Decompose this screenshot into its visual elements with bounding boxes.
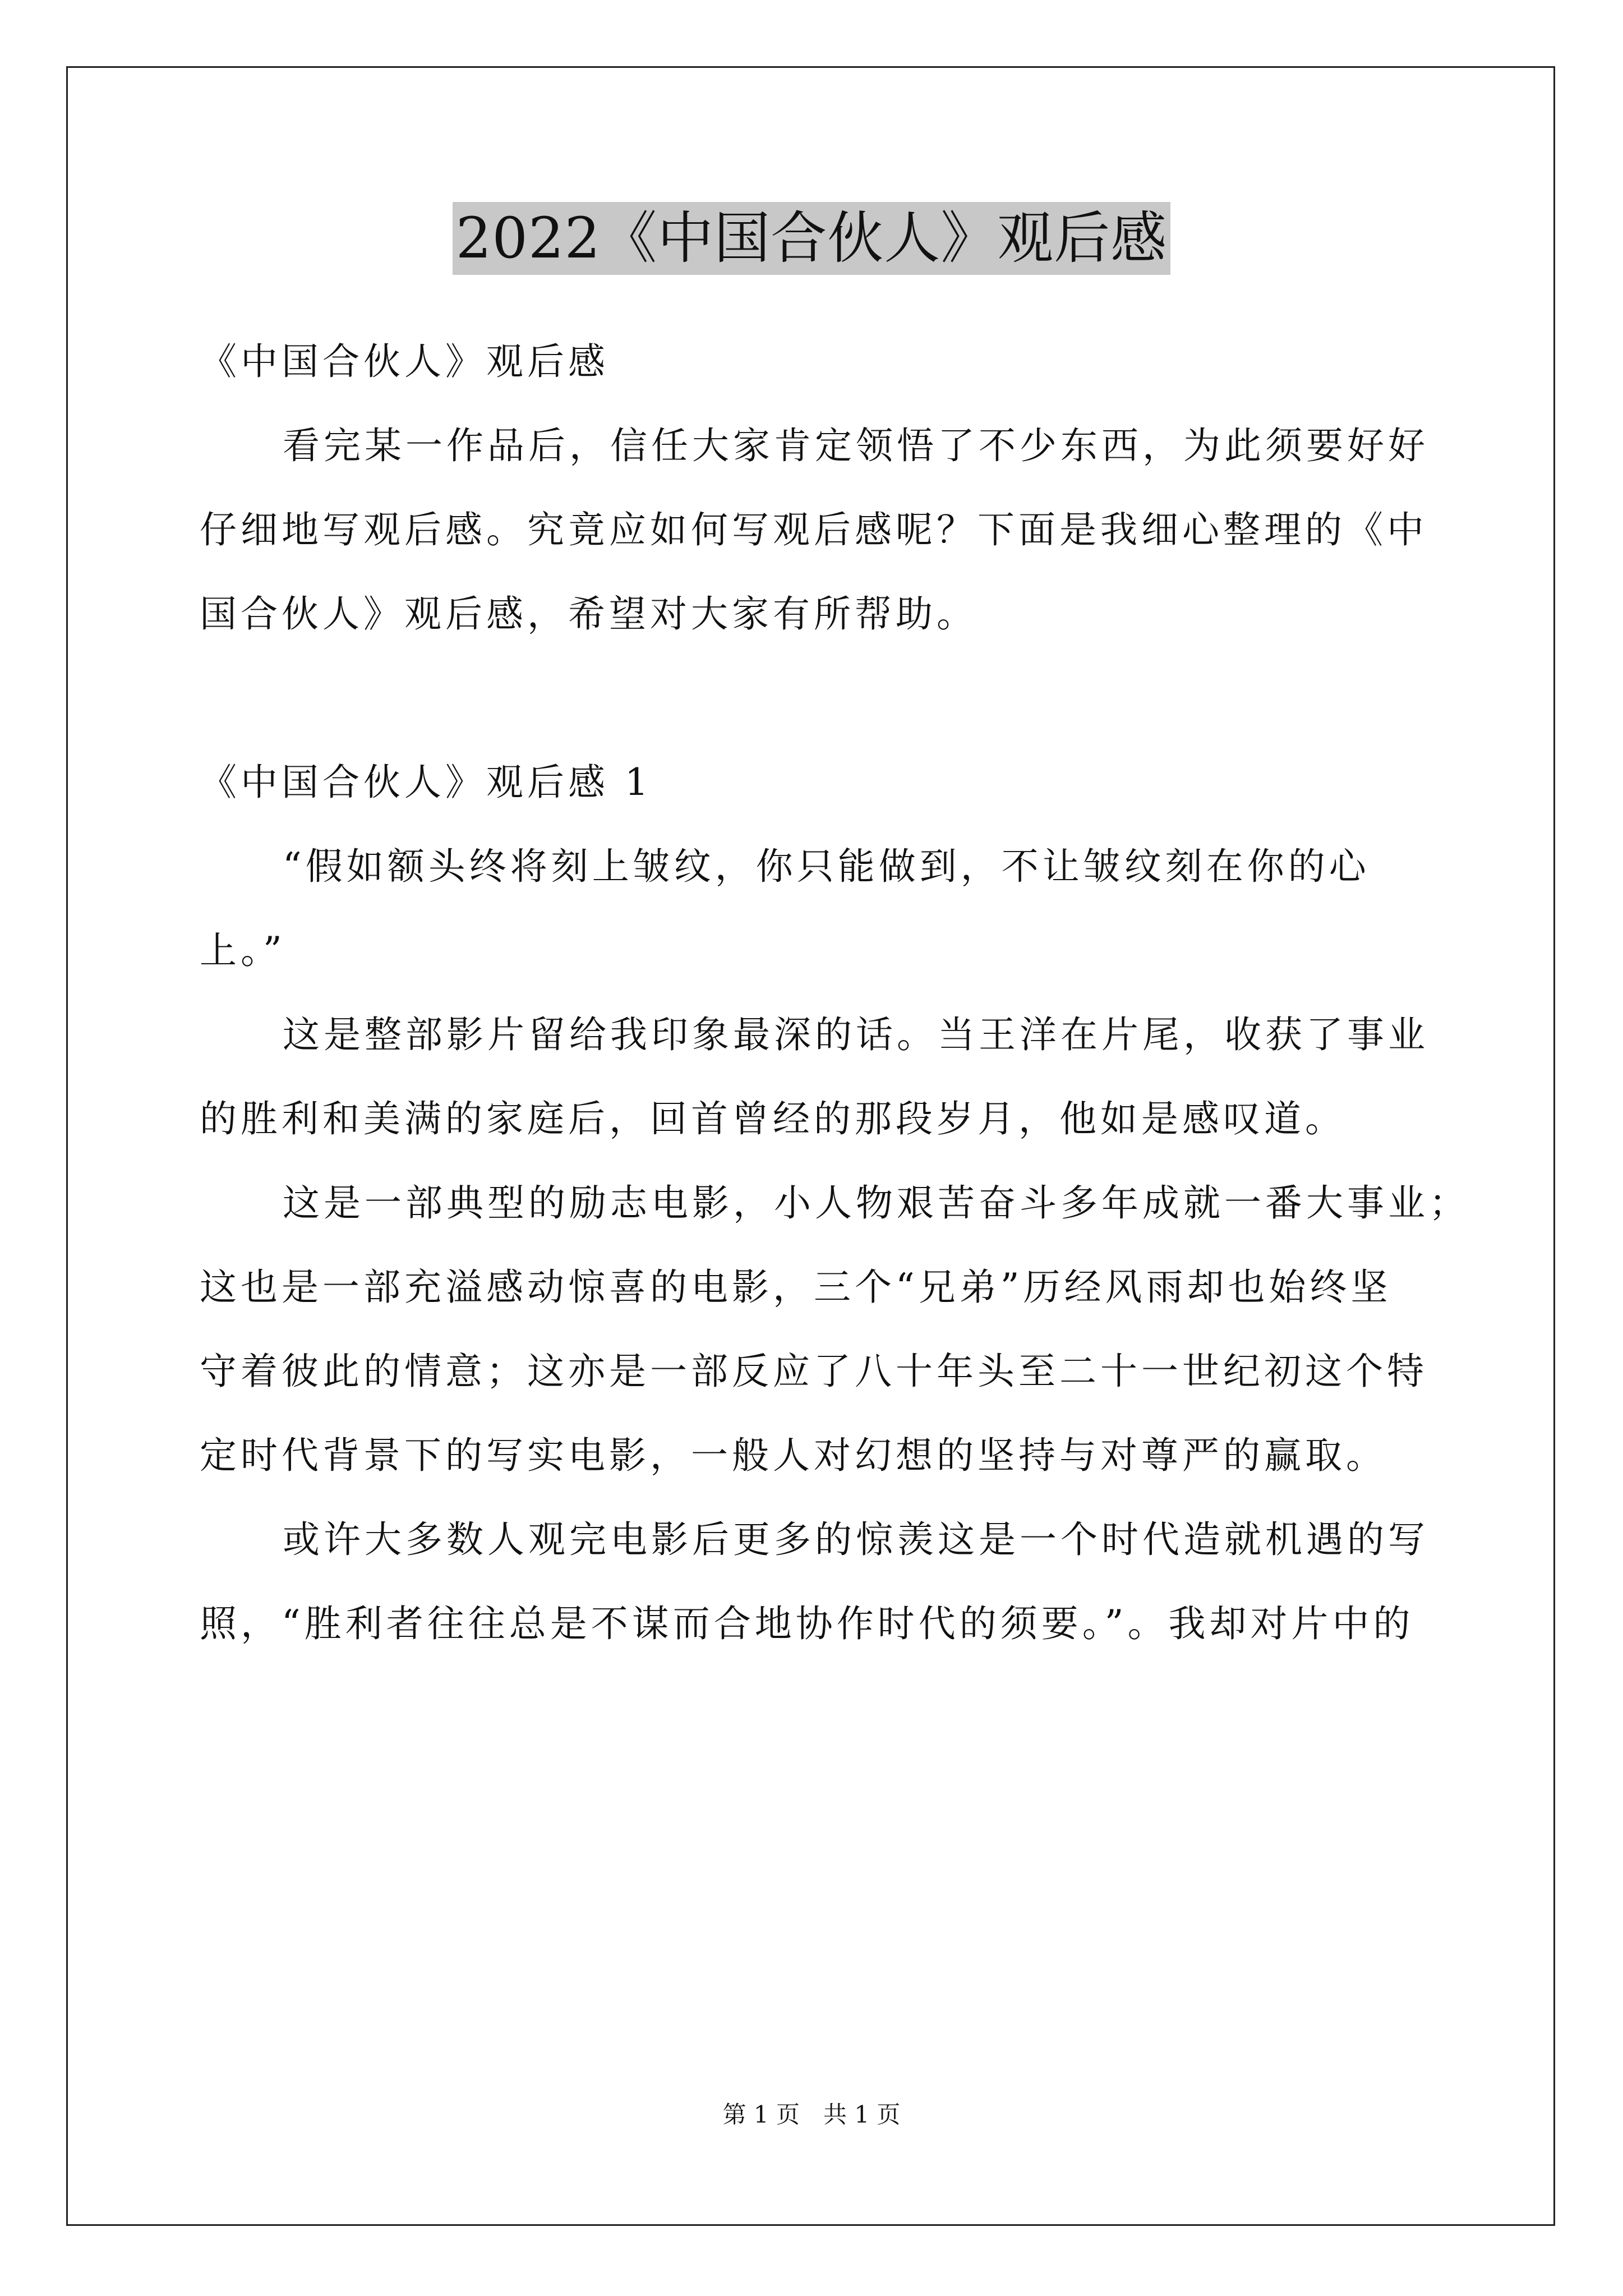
- intro-line: 看完某一作品后，信任大家肯定领悟了不少东西，为此须要好好: [283, 424, 1429, 467]
- paragraph-line: 的胜利和美满的家庭后，回首曾经的那段岁月，他如是感叹道。: [200, 1097, 1346, 1140]
- page-number: 第 1 页 共 1 页: [722, 2101, 901, 2128]
- intro-line: 国合伙人》观后感，希望对大家有所帮助。: [200, 592, 978, 636]
- paragraph-line: 照，“胜利者往往总是不谋而合地协作时代的须要。”。我却对片中的: [200, 1602, 1414, 1645]
- quote-line: “假如额头终将刻上皱纹，你只能做到，不让皱纹刻在你的心: [283, 845, 1370, 888]
- intro-line: 仔细地写观后感。究竟应如何写观后感呢？下面是我细心整理的《中: [200, 508, 1428, 551]
- subtitle: 《中国合伙人》观后感: [200, 340, 609, 383]
- document-title: 2022《中国合伙人》观后感: [453, 202, 1171, 275]
- paragraph-line: 定时代背景下的写实电影，一般人对幻想的坚持与对尊严的赢取。: [200, 1434, 1387, 1477]
- quote-line: 上。”: [200, 929, 286, 972]
- title-container: [0, 202, 1623, 275]
- paragraph-line: 这是一部典型的励志电影，小人物艰苦奋斗多年成就一番大事业；: [283, 1181, 1470, 1225]
- section-heading: 《中国合伙人》观后感 1: [200, 761, 652, 804]
- blank-line: [200, 656, 1433, 740]
- document-body: [200, 320, 1470, 1666]
- paragraph-line: 这也是一部充溢感动惊喜的电影，三个“兄弟”历经风雨却也始终坚: [200, 1266, 1392, 1309]
- paragraph-line: 守着彼此的情意；这亦是一部反应了八十年头至二十一世纪初这个特: [200, 1350, 1428, 1393]
- paragraph-line: 这是整部影片留给我印象最深的话。当王洋在片尾，收获了事业: [283, 1013, 1429, 1056]
- paragraph-line: 或许大多数人观完电影后更多的惊羡这是一个时代造就机遇的写: [283, 1518, 1429, 1561]
